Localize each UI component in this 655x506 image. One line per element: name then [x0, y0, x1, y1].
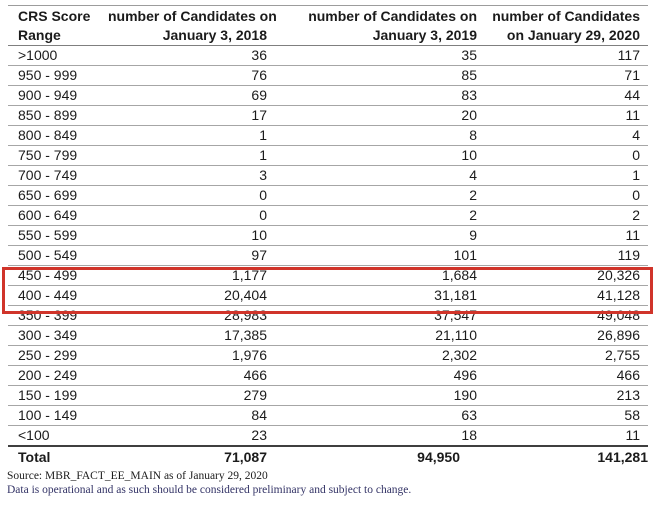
table-row	[8, 146, 648, 166]
count-cell: 37,547	[267, 306, 477, 326]
count-cell: 20,326	[477, 266, 648, 286]
table-row	[8, 246, 648, 266]
crs-range-cell: 650 - 699	[8, 186, 108, 206]
count-cell: 1	[477, 166, 648, 186]
crs-range-cell: >1000	[8, 46, 108, 66]
count-cell: 2,755	[477, 346, 648, 366]
count-cell: 18	[267, 426, 477, 447]
count-cell: 2	[477, 206, 648, 226]
table-row	[8, 86, 648, 106]
count-cell: 3	[108, 166, 267, 186]
count-cell: 63	[267, 406, 477, 426]
total-row	[8, 446, 648, 467]
count-cell: 8	[267, 126, 477, 146]
total-2018: 71,087	[108, 446, 267, 467]
crs-range-cell: 850 - 899	[8, 106, 108, 126]
crs-range-cell: 100 - 149	[8, 406, 108, 426]
count-cell: 0	[108, 186, 267, 206]
count-cell: 101	[267, 246, 477, 266]
table-row	[8, 326, 648, 346]
crs-range-cell: 500 - 549	[8, 246, 108, 266]
crs-range-cell: 750 - 799	[8, 146, 108, 166]
crs-range-cell: 400 - 449	[8, 286, 108, 306]
count-cell: 11	[477, 106, 648, 126]
count-cell: 190	[267, 386, 477, 406]
count-cell: 4	[267, 166, 477, 186]
count-cell: 1,976	[108, 346, 267, 366]
count-cell: 1,177	[108, 266, 267, 286]
crs-range-cell: 900 - 949	[8, 86, 108, 106]
count-cell: 20,404	[108, 286, 267, 306]
col-header-2019	[267, 6, 477, 46]
col-header-crs-range	[8, 6, 108, 46]
table-body	[8, 46, 648, 447]
count-cell: 76	[108, 66, 267, 86]
count-cell: 1	[108, 126, 267, 146]
table-row	[8, 426, 648, 447]
table-row	[8, 286, 648, 306]
source-text: Source: MBR_FACT_EE_MAIN as of January 29, 2020	[7, 470, 268, 482]
table-row	[8, 66, 648, 86]
count-cell: 2,302	[267, 346, 477, 366]
crs-score-table	[8, 5, 648, 467]
table-row	[8, 226, 648, 246]
count-cell: 466	[108, 366, 267, 386]
total-2019: 94,950	[267, 446, 477, 467]
count-cell: 1,684	[267, 266, 477, 286]
count-cell: 0	[108, 206, 267, 226]
col-header-2018-line2: January 3, 2018	[162, 27, 267, 43]
table-row	[8, 346, 648, 366]
count-cell: 0	[477, 186, 648, 206]
count-cell: 11	[477, 226, 648, 246]
crs-range-cell: 200 - 249	[8, 366, 108, 386]
table-header	[8, 6, 648, 46]
count-cell: 31,181	[267, 286, 477, 306]
count-cell: 2	[267, 206, 477, 226]
count-cell: 49,048	[477, 306, 648, 326]
crs-range-cell: 150 - 199	[8, 386, 108, 406]
count-cell: 21,110	[267, 326, 477, 346]
col-header-2020-line1: number of Candidates	[492, 8, 640, 24]
col-header-crs-line1: CRS Score	[18, 8, 91, 24]
note-text: Data is operational and as such should be considered preliminary and subject to change.	[7, 483, 412, 496]
col-header-crs-line2: Range	[18, 27, 61, 43]
table-footer	[8, 446, 648, 467]
count-cell: 10	[108, 226, 267, 246]
table-row	[8, 386, 648, 406]
crs-range-cell: 950 - 999	[8, 66, 108, 86]
count-cell: 58	[477, 406, 648, 426]
count-cell: 119	[477, 246, 648, 266]
total-label: Total	[8, 446, 108, 467]
crs-range-cell: 250 - 299	[8, 346, 108, 366]
count-cell: 23	[108, 426, 267, 447]
count-cell: 1	[108, 146, 267, 166]
col-header-2019-line1: number of Candidates on	[308, 8, 477, 24]
count-cell: 41,128	[477, 286, 648, 306]
crs-range-cell: 350 - 399	[8, 306, 108, 326]
table-row	[8, 46, 648, 66]
count-cell: 17,385	[108, 326, 267, 346]
count-cell: 26,896	[477, 326, 648, 346]
total-2020: 141,281	[477, 446, 648, 467]
crs-range-cell: 450 - 499	[8, 266, 108, 286]
count-cell: 0	[477, 146, 648, 166]
count-cell: 20	[267, 106, 477, 126]
table-row	[8, 266, 648, 286]
count-cell: 9	[267, 226, 477, 246]
crs-range-cell: 300 - 349	[8, 326, 108, 346]
crs-range-cell: 550 - 599	[8, 226, 108, 246]
count-cell: 35	[267, 46, 477, 66]
count-cell: 69	[108, 86, 267, 106]
count-cell: 466	[477, 366, 648, 386]
crs-range-cell: 600 - 649	[8, 206, 108, 226]
col-header-2020	[477, 6, 648, 46]
count-cell: 83	[267, 86, 477, 106]
table-row	[8, 166, 648, 186]
count-cell: 213	[477, 386, 648, 406]
count-cell: 10	[267, 146, 477, 166]
count-cell: 279	[108, 386, 267, 406]
count-cell: 36	[108, 46, 267, 66]
count-cell: 4	[477, 126, 648, 146]
count-cell: 2	[267, 186, 477, 206]
count-cell: 44	[477, 86, 648, 106]
count-cell: 117	[477, 46, 648, 66]
table-row	[8, 306, 648, 326]
col-header-2018	[108, 6, 277, 46]
table-row	[8, 206, 648, 226]
count-cell: 17	[108, 106, 267, 126]
count-cell: 496	[267, 366, 477, 386]
col-header-2018-line1: number of Candidates on	[108, 8, 277, 24]
count-cell: 28,983	[108, 306, 267, 326]
table-row	[8, 406, 648, 426]
crs-range-cell: <100	[8, 426, 108, 447]
table-row	[8, 186, 648, 206]
col-header-2019-line2: January 3, 2019	[372, 27, 477, 43]
col-header-2020-line2: on January 29, 2020	[506, 27, 640, 43]
table-row	[8, 106, 648, 126]
table-row	[8, 366, 648, 386]
count-cell: 71	[477, 66, 648, 86]
table-row	[8, 126, 648, 146]
count-cell: 85	[267, 66, 477, 86]
crs-range-cell: 800 - 849	[8, 126, 108, 146]
count-cell: 97	[108, 246, 267, 266]
header-row	[8, 6, 648, 46]
count-cell: 11	[477, 426, 648, 447]
count-cell: 84	[108, 406, 267, 426]
crs-range-cell: 700 - 749	[8, 166, 108, 186]
